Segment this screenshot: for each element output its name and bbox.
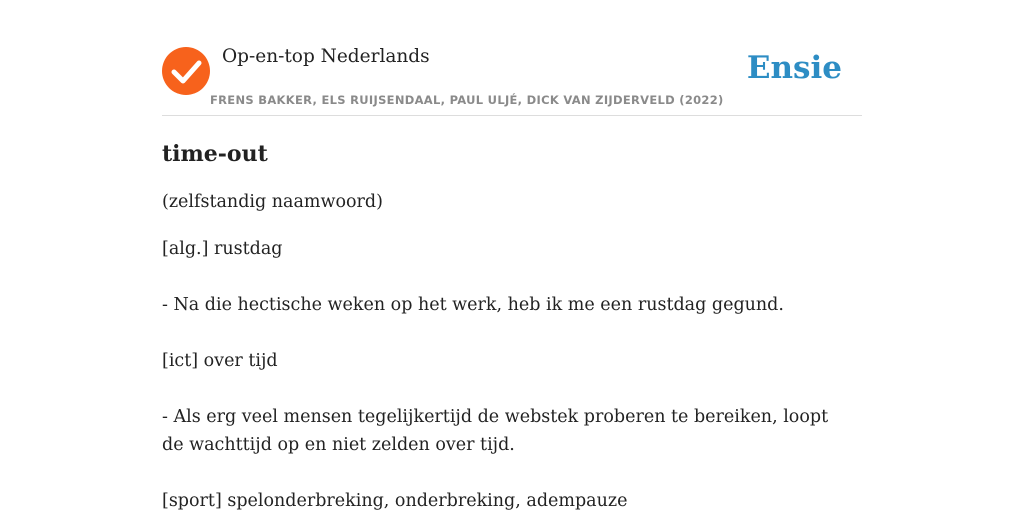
book-title[interactable]: Op-en-top Nederlands xyxy=(222,46,430,67)
definition-sport: [sport] spelonderbreking, onderbreking, adempauze xyxy=(162,491,628,511)
part-of-speech: (zelfstandig naamwoord) xyxy=(162,192,383,212)
check-circle-icon[interactable] xyxy=(162,47,210,95)
page-header xyxy=(162,40,862,116)
ensie-logo-link[interactable]: Ensie xyxy=(746,50,842,86)
entry-headword: time-out xyxy=(162,141,268,167)
definition-general: [alg.] rustdag xyxy=(162,239,283,259)
example-ict: - Als erg veel mensen tegelijkertijd de webstek proberen te bereiken, loopt de wachttijd op en niet zelden over tijd. xyxy=(162,407,829,455)
book-authors: FRENS BAKKER, ELS RUIJSENDAAL, PAUL ULJÉ, DICK VAN ZIJDERVELD (2022) xyxy=(210,93,724,107)
example-general: - Na die hectische weken op het werk, heb ik me een rustdag gegund. xyxy=(162,295,784,315)
definition-ict: [ict] over tijd xyxy=(162,351,278,371)
dictionary-entry xyxy=(162,138,842,512)
